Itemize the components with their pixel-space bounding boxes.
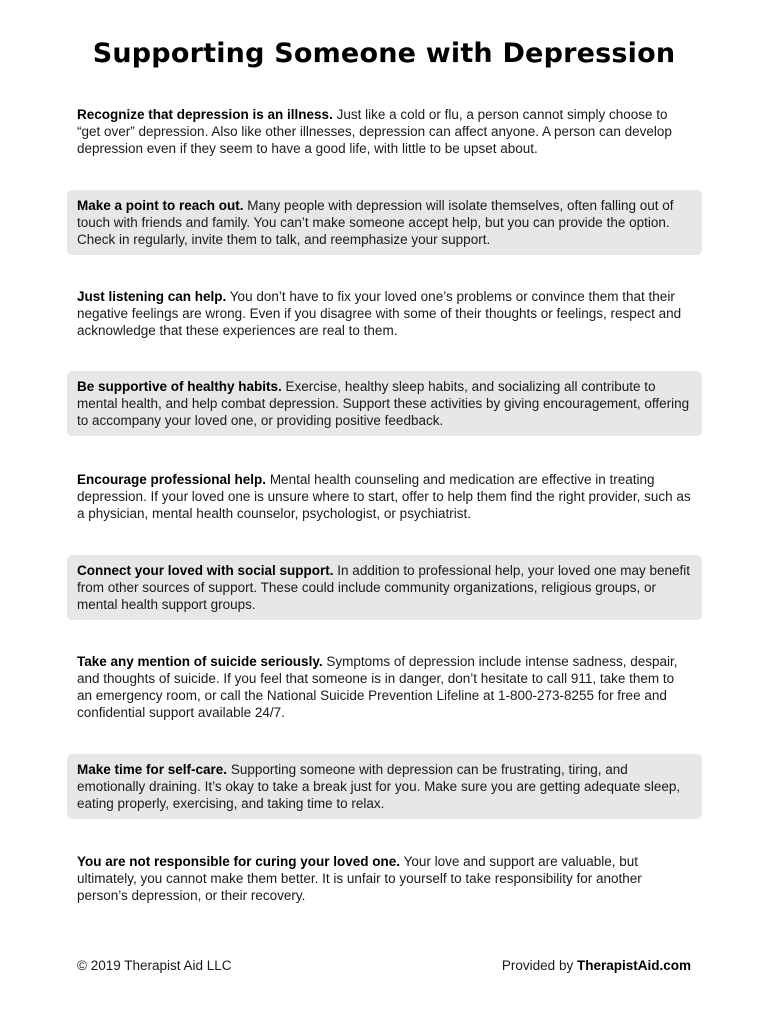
tip-body: Exercise, healthy sleep habits, and socializing all contribute to mental health, and help combat depression. Support these activities by giving encouragement, offering to accompany your loved one, or providing positive feedback. xyxy=(77,379,690,428)
tip-heading: Be supportive of healthy habits. xyxy=(77,379,282,394)
tip-heading: Connect your loved with social support. xyxy=(77,563,334,578)
tip-body: In addition to professional help, your loved one may benefit from other sources of support. These could include community organizations, religious groups, or mental health support groups. xyxy=(77,563,691,612)
tip-body: Supporting someone with depression can be frustrating, tiring, and emotionally draining. It’s okay to take a break just for you. Make sure you are getting adequate sleep, eating properly, exercising, and taking time to relax. xyxy=(77,762,681,811)
tip-heading: Encourage professional help. xyxy=(77,472,267,487)
tip-professional-help xyxy=(67,471,702,522)
copyright-text: © 2019 Therapist Aid LLC xyxy=(77,958,232,973)
tip-body: Mental health counseling and medication are effective in treating depression. If your loved one is unsure where to start, offer to help them find the right provider, such as a physician, mental health counselor, psychologist, or psychiatrist. xyxy=(77,472,691,521)
tip-heading: Recognize that depression is an illness. xyxy=(77,107,333,122)
tip-body: Many people with depression will isolate themselves, often falling out of touch with friends and family. You can’t make someone accept help, but you can provide the option. Check in regularly, invite them to talk, and reemphasize your support. xyxy=(77,198,674,247)
tip-healthy-habits xyxy=(67,371,702,436)
brand-name: TherapistAid.com xyxy=(576,958,691,973)
tip-heading: Make time for self-care. xyxy=(77,762,228,777)
tip-heading: Take any mention of suicide seriously. xyxy=(77,654,323,669)
tip-self-care xyxy=(67,754,702,819)
tip-heading: Make a point to reach out. xyxy=(77,198,244,213)
provided-by xyxy=(502,958,691,973)
tip-not-responsible xyxy=(67,853,702,904)
tip-reach-out xyxy=(67,190,702,255)
tip-heading: Just listening can help. xyxy=(77,289,227,304)
tip-recognize-illness xyxy=(67,106,702,157)
page-title: Supporting Someone with Depression xyxy=(92,38,676,69)
tip-body: Just like a cold or flu, a person cannot simply choose to “get over” depression. Also like other illnesses, depression can affect anyone. A person can develop depression even if they seem to have a good life, with little to be upset about. xyxy=(77,107,672,156)
tip-heading: You are not responsible for curing your loved one. xyxy=(77,854,401,869)
tip-social-support xyxy=(67,555,702,620)
provided-by-label: Provided by xyxy=(501,958,574,973)
tip-body: Your love and support are valuable, but ultimately, you cannot make them better. It is unfair to yourself to take responsibility for another person’s depression, or their recovery. xyxy=(77,854,642,903)
tip-body: Symptoms of depression include intense sadness, despair, and thoughts of suicide. If you feel that someone is in danger, don’t hesitate to call 911, take them to an emergency room, or call the National Suicide Prevention Lifeline at 1-800-273-8255 for free and confidential support available 24/7. xyxy=(77,654,678,720)
tip-body: You don’t have to fix your loved one’s problems or convince them that their negative feelings are wrong. Even if you disagree with some of their thoughts or feelings, respect and acknowledge that these experiences are real to them. xyxy=(77,289,682,338)
tip-suicide-seriously xyxy=(67,653,702,721)
tip-listening xyxy=(67,288,702,339)
